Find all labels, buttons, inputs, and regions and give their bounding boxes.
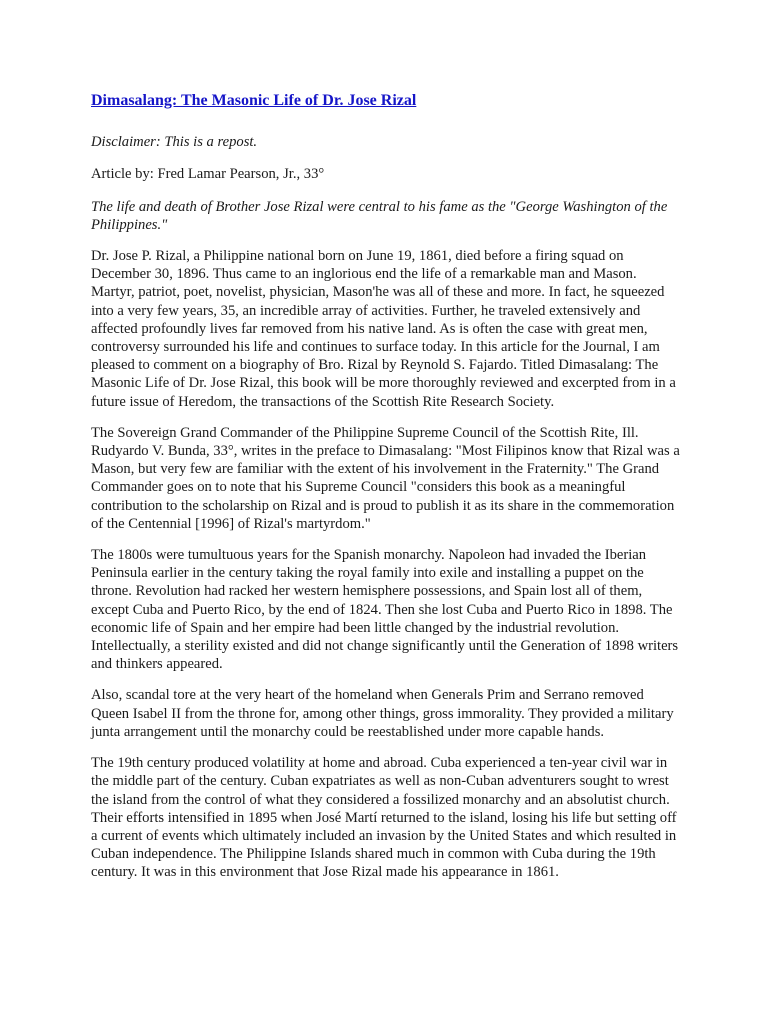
paragraph-rizal-biography: Dr. Jose P. Rizal, a Philippine national born on June 19, 1861, died before a firing squad on December 30, 1896. Thus came to an inglorious end the life of a remarkable man and Mason. Martyr, patriot, poet, novelist, physician, Mason'he was all of these and more. In fact, he squeezed into a very few years, 35, an incredible array of activities. Further, he traveled extensively and affected profoundly lives far removed from his native land. As is often the case with great men, controversy surrounded his life and continues to surface today. In this article for the Journal, I am pleased to comment on a biography of Bro. Rizal by Reynold S. Fajardo. Titled Dimasalang: The Masonic Life of Dr. Jose Rizal, this book will be more thoroughly reviewed and excerpted from in a future issue of Heredom, the transactions of the Scottish Rite Research Society. bbox=[91, 248, 676, 410]
paragraph-spanish-monarchy: The 1800s were tumultuous years for the Spanish monarchy. Napoleon had invaded the Iberian Peninsula earlier in the century taking the royal family into exile and installing a puppet on the throne. Revolution had racked her western hemisphere possessions, and Spain lost all of them, except Cuba and Puerto Rico, by the end of 1824. Then she lost Cuba and Puerto Rico in 1898. The economic life of Spain and her empire had been little changed by the industrial revolution. Intellectually, a sterility existed and did not change significantly until the Generation of 1898 writers and thinkers appeared. bbox=[91, 547, 679, 673]
disclaimer-text: Disclaimer: This is a repost. bbox=[91, 134, 258, 151]
article-lead: The life and death of Brother Jose Rizal were central to his fame as the "George Washington of the Philippines." bbox=[91, 198, 668, 233]
paragraph-grand-commander: The Sovereign Grand Commander of the Philippine Supreme Council of the Scottish Rite, Ill. Rudyardo V. Bunda, 33°, writes in the preface to Dimasalang: "Most Filipinos know that Rizal was a Mason, but very few are familiar with the extent of his involvement in the Fraternity." The Grand Commander goes on to note that his Supreme Council "considers this book as a meaningful contribution to the scholarship on Rizal and is proud to publish it as its share in the commemoration of the Centennial [1996] of Rizal's martyrdom." bbox=[91, 424, 680, 532]
paragraph-19th-century: The 19th century produced volatility at home and abroad. Cuba experienced a ten-year civil war in the middle part of the century. Cuban expatriates as well as non-Cuban adventurers sought to wrest the island from the control of what they considered a fossilized monarchy and an absolutist church. Their efforts intensified in 1895 when José Martí returned to the island, losing his life but setting off a current of events which ultimately included an invasion by the United States and which resulted in Cuban independence. The Philippine Islands shared much in common with Cuba during the 19th century. It was in this environment that Jose Rizal made his appearance in 1861. bbox=[91, 755, 677, 881]
paragraph-scandal: Also, scandal tore at the very heart of the homeland when Generals Prim and Serrano removed Queen Isabel II from the throne for, among other things, gross immorality. They provided a military junta arrangement until the monarchy could be reestablished under more capable hands. bbox=[91, 687, 674, 740]
article-page bbox=[91, 92, 681, 895]
article-byline: Article by: Fred Lamar Pearson, Jr., 33° bbox=[91, 166, 325, 183]
article-title-link[interactable]: Dimasalang: The Masonic Life of Dr. Jose Rizal bbox=[91, 92, 417, 109]
